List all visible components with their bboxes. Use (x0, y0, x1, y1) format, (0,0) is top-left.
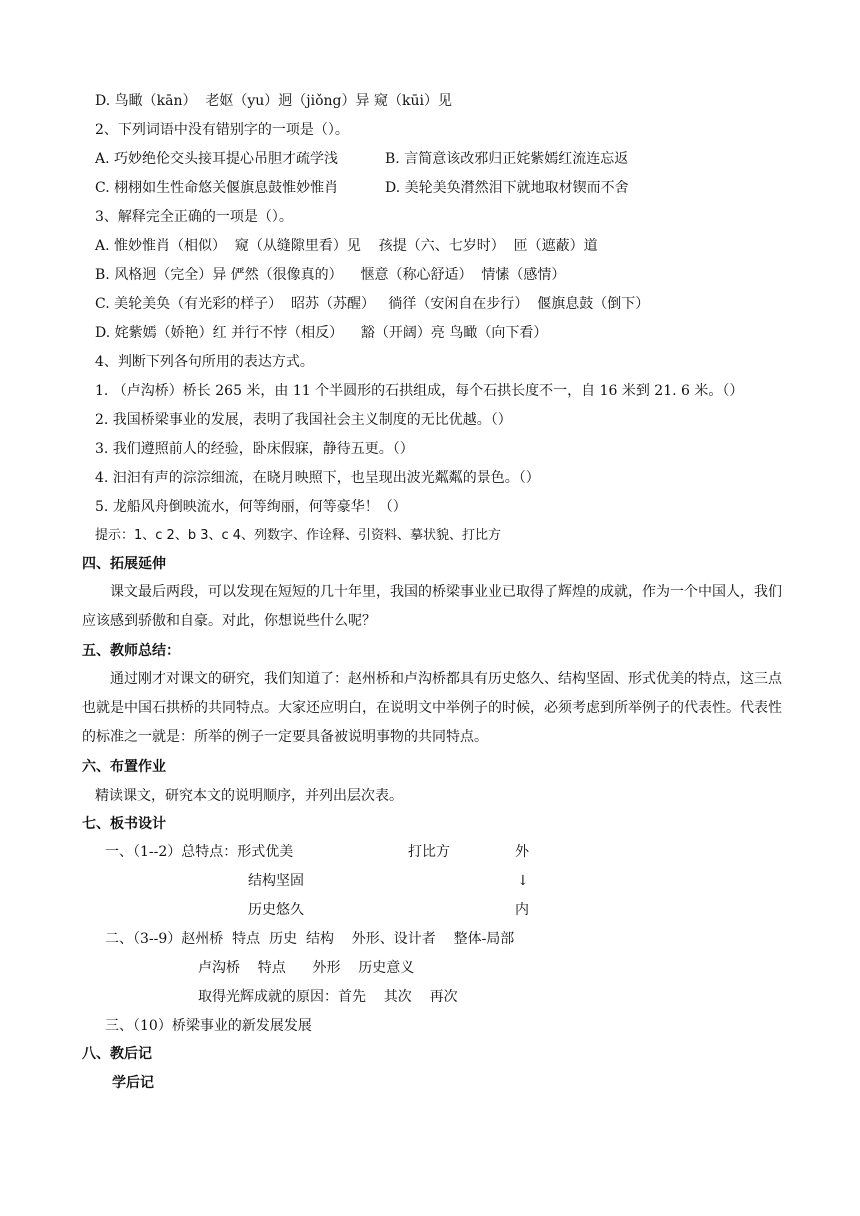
q2-stem: 2、下列词语中没有错别字的一项是（）。 (95, 122, 349, 138)
section6-heading: 六、布置作业 (82, 759, 166, 775)
board-part2-line1: 二、（3--9）赵州桥 特点 历史 结构 外形、设计者 整体-局部 (105, 931, 515, 947)
section5-body: 通过刚才对课文的研究，我们知道了：赵州桥和卢沟桥都具有历史悠久、结构坚固、形式优美的特点，这三点也就是中国石拱桥的共同特点。大家还应明白，在说明文中举例子的时候，必须考虑到所举例子的代表性。代表性的标准之一就是：所举的例子一定要具备被说明事物的共同特点。 (82, 671, 782, 745)
section4-heading: 四、拓展延伸 (82, 556, 166, 572)
board-part1-method: 打比方 (408, 844, 450, 860)
q3-option-c: C. 美轮美奂（有光彩的样子） 昭苏（苏醒） 徜徉（安闲自在步行） 偃旗息鼓（倒下） (95, 296, 650, 312)
q2-option-d: D. 美轮美奂潸然泪下就地取材锲而不舍 (385, 180, 629, 196)
board-part1-inner: 内 (515, 902, 529, 918)
q1-option-d: D. 鸟瞰（kān） 老妪（yu）迥（jiǒng）异 窥（kūi）见 (95, 93, 452, 109)
section4-body: 课文最后两段，可以发现在短短的几十年里，我国的桥梁事业业已取得了辉煌的成就，作为一个中国人，我们应该感到骄傲和自豪。对此，你想说些什么呢？ (82, 584, 782, 629)
q4-item-2: 2. 我国桥梁事业的发展，表明了我国社会主义制度的无比优越。（） (95, 412, 512, 428)
board-part1-item2: 结构坚固 (248, 873, 304, 889)
section6-body: 精读课文，研究本文的说明顺序，并列出层次表。 (95, 788, 403, 804)
q2-option-c: C. 栩栩如生性命悠关偃旗息鼓惟妙惟肖 (95, 180, 339, 196)
section7-heading: 七、板书设计 (82, 816, 166, 832)
board-part1-outer: 外 (515, 844, 529, 860)
q3-option-a: A. 惟妙惟肖（相似） 窥（从缝隙里看）见 孩提（六、七岁时） 匝（遮蔽）道 (95, 238, 598, 254)
q3-option-d: D. 姹紫嫣（娇艳）红 并行不悖（相反） 豁（开阔）亮 鸟瞰（向下看） (95, 325, 548, 341)
q3-stem: 3、解释完全正确的一项是（）。 (95, 209, 293, 225)
q4-item-1: 1. （卢沟桥）桥长 265 米，由 11 个半圆形的石拱组成，每个石拱长度不一，自 16 米到 21. 6 米。（） (95, 383, 744, 399)
section8-heading: 八、教后记 (82, 1046, 152, 1062)
board-part2-line2: 卢沟桥 特点 外形 历史意义 (198, 960, 415, 976)
section5-heading: 五、教师总结： (82, 643, 180, 659)
q4-item-3: 3. 我们遵照前人的经验，卧床假寐，静待五更。（） (95, 441, 414, 457)
q3-option-b: B. 风格迥（完全）异 俨然（很像真的） 惬意（称心舒适） 情愫（感情） (95, 267, 566, 283)
board-part1-item3: 历史悠久 (248, 902, 304, 918)
q4-stem: 4、判断下列各句所用的表达方式。 (95, 354, 314, 370)
section8-sub: 学后记 (112, 1075, 154, 1091)
q4-item-4: 4. 汩汩有声的淙淙细流，在晓月映照下，也呈现出波光粼粼的景色。（） (95, 470, 540, 486)
board-part2-line3: 取得光辉成就的原因：首先 其次 再次 (198, 989, 458, 1005)
q4-item-5: 5. 龙船风舟倒映流水，何等绚丽，何等豪华！（） (95, 499, 407, 515)
board-part3-line: 三、（10）桥梁事业的新发展发展 (105, 1018, 312, 1034)
board-part1-arrow: ↓ (517, 873, 529, 889)
q2-option-b: B. 言简意该改邪归正姹紫嫣红流连忘返 (385, 151, 629, 167)
board-part1-label: 一、（1--2）总特点：形式优美 (105, 844, 294, 860)
q2-option-a: A. 巧妙绝伦交头接耳提心吊胆才疏学浅 (95, 151, 339, 167)
q4-hint: 提示：1、c 2、b 3、c 4、列数字、作诠释、引资料、摹状貌、打比方 (95, 528, 502, 543)
